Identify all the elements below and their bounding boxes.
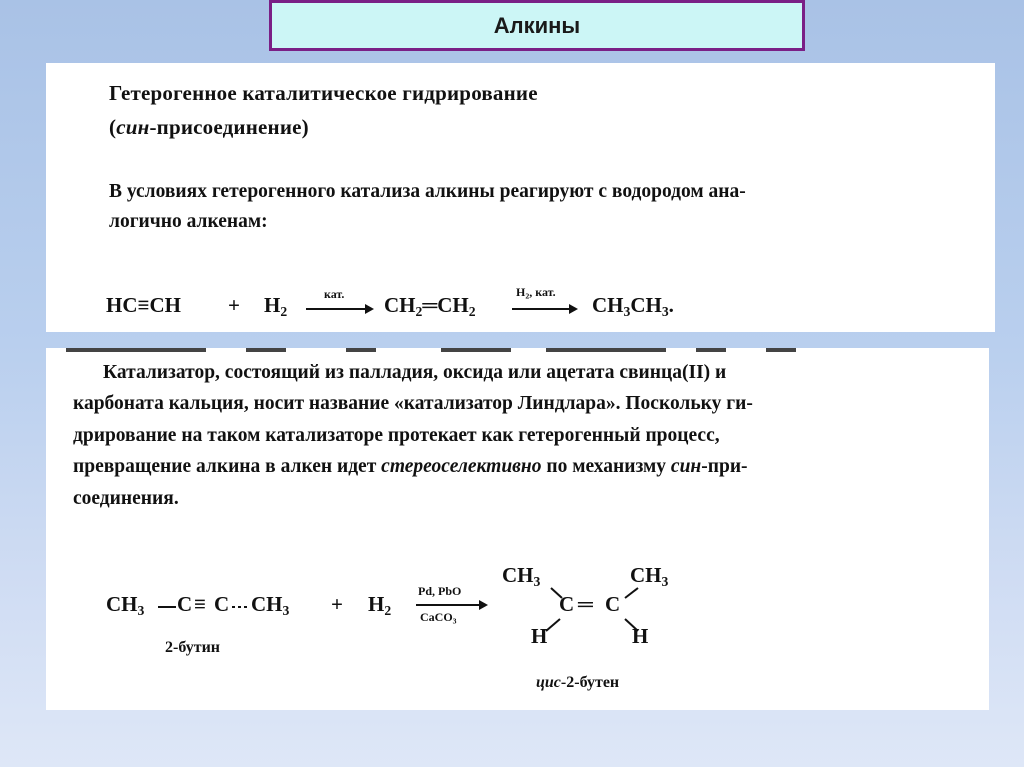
product-bonds <box>46 348 989 710</box>
heading-paren-open: ( <box>109 115 117 139</box>
catalyst-label-2 <box>516 285 556 300</box>
hydrogen-subscript: 2 <box>280 304 288 320</box>
intro-paragraph-line-1: В условиях гетерогенного катализа алкины реагируют с водородом ана- <box>109 181 746 202</box>
line-4-middle: по механизму <box>541 456 671 477</box>
caco-text: CaCO <box>420 610 453 624</box>
butyne-label: 2-бутин <box>165 639 221 656</box>
reaction-arrow-2 <box>512 308 576 310</box>
triple-bond: ≡ <box>194 592 206 616</box>
catalyst-2-h: H <box>516 285 526 299</box>
intro-paragraph-line-2: логично алкенам: <box>109 211 268 232</box>
italic-syn: син <box>670 456 702 477</box>
ethane-formula <box>592 293 674 320</box>
ethylene-formula <box>384 293 476 320</box>
hydrogen-formula <box>264 293 287 320</box>
page-title: Алкины <box>493 12 581 38</box>
ethane-ch-2: CH <box>630 293 662 317</box>
lindlar-paragraph-line-1: Катализатор, состоящий из палладия, оксида или ацетата свинца(II) и <box>103 362 727 383</box>
lindlar-catalyst-top: Pd, PbO <box>418 584 462 598</box>
hydrogen-symbol-2: H <box>368 592 385 616</box>
catalyst-label-1: кат. <box>324 287 345 301</box>
bottom-text-panel <box>46 348 989 710</box>
cis-butene-label <box>536 674 619 692</box>
alkyne-carbon-1: C <box>177 592 193 616</box>
cis-italic: цис <box>536 674 561 691</box>
ethylene-sub-2: 2 <box>468 304 476 320</box>
methyl-left-sub: 3 <box>137 603 145 619</box>
hydrogen-subscript-2: 2 <box>384 603 392 619</box>
heading-line-2-rest: -присоединение) <box>149 115 309 139</box>
product-methyl-left-ch: CH <box>502 563 534 587</box>
line-4-end: -при- <box>701 456 748 477</box>
lindlar-paragraph-line-3: дрирование на таком катализаторе протекает как гетерогенный процесс, <box>73 425 720 446</box>
ethane-sub-2: 3 <box>661 304 669 320</box>
product-methyl-right-sub: 3 <box>661 574 669 590</box>
title-banner <box>269 0 805 51</box>
section-heading <box>109 81 538 106</box>
hydrogen-symbol: H <box>264 293 281 317</box>
ethane-period: . <box>668 293 674 317</box>
reaction-arrow-1 <box>306 308 372 310</box>
methyl-right-sub: 3 <box>282 603 290 619</box>
alkyne-carbon-2: C <box>214 592 230 616</box>
ethylene-sub-1: 2 <box>415 304 423 320</box>
ethane-ch-1: CH <box>592 293 624 317</box>
lindlar-paragraph-line-5: соединения. <box>73 488 179 509</box>
product-hydrogen-left: H <box>531 624 548 648</box>
ethylene-ch-1: CH <box>384 293 416 317</box>
double-bond: ═ <box>578 592 593 616</box>
methyl-left-ch: CH <box>106 592 138 616</box>
alkene-carbon-2: C <box>605 592 621 616</box>
lindlar-paragraph-line-2: карбоната кальция, носит название «катализатор Линдлара». Поскольку ги- <box>73 393 753 414</box>
catalyst-2-rest: , кат. <box>529 285 556 299</box>
section-subheading <box>109 115 309 140</box>
product-hydrogen-right: H <box>632 624 649 648</box>
heading-italic-syn: син <box>116 115 150 139</box>
plus-sign: + <box>228 293 240 317</box>
italic-stereoselective: стереоселективно <box>381 456 542 477</box>
ethane-sub-1: 3 <box>623 304 631 320</box>
plus-sign-2: + <box>331 592 343 616</box>
methyl-right-ch: CH <box>251 592 283 616</box>
heading-line-1: Гетерогенное каталитическое гидрирование <box>109 81 538 105</box>
top-text-panel <box>46 63 995 332</box>
product-methyl-left-sub: 3 <box>533 574 541 590</box>
product-methyl-right-ch: CH <box>630 563 662 587</box>
cis-butene-rest: -2-бутен <box>560 674 620 691</box>
catalyst-2-sub: 2 <box>525 291 530 301</box>
line-4-start: превращение алкина в алкен идет <box>73 456 382 477</box>
ethylene-ch-2: ═CH <box>422 293 469 317</box>
caco-subscript: 3 <box>452 616 457 626</box>
acetylene-formula: HC≡CH <box>106 293 181 317</box>
alkene-carbon-1: C <box>559 592 575 616</box>
